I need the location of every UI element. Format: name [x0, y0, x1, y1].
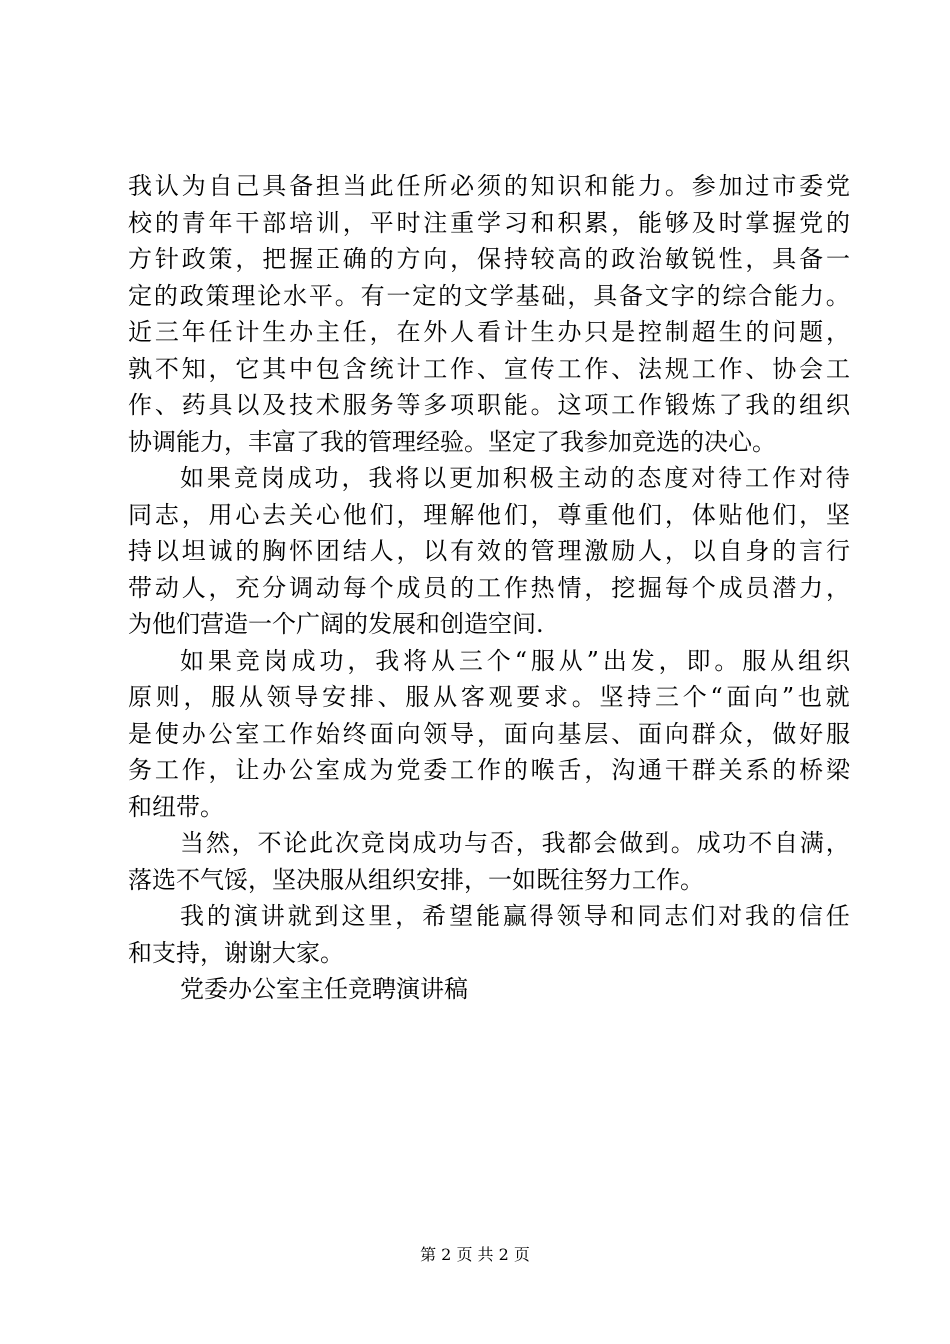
paragraph-3-line: 务 工 作 ， 让 办 公 室 成 为 党 委 工 作 的 喉 舌 ， 沟 通 干 群 关 系 的 桥 梁 [128, 756, 850, 784]
paragraph-1-line: 我 认 为 自 己 具 备 担 当 此 任 所 必 须 的 知 识 和 能 力 。 参 加 过 市 委 党 [128, 172, 850, 200]
paragraph-1-line: 方 针 政 策 ， 把 握 正 确 的 方 向 ， 保 持 较 高 的 政 治 敏 锐 性 ， 具 备 一 [128, 245, 850, 273]
paragraph-2-line: 为他们营造一个广阔的发展和创造空间. [128, 610, 544, 638]
paragraph-3-line: 是 使 办 公 室 工 作 始 终 面 向 领 导 ， 面 向 基 层 、 面 向 群 众 ， 做 好 服 [128, 719, 850, 748]
paragraph-1-line: 作 、 药 具 以 及 技 术 服 务 等 多 项 职 能 。 这 项 工 作 锻 炼 了 我 的 组 织 [128, 391, 850, 419]
paragraph-2-line: 带 动 人 ， 充 分 调 动 每 个 成 员 的 工 作 热 情 ， 挖 掘 每 个 成 员 潜 力 ， [128, 573, 850, 602]
paragraph-2-line: 同 志 ， 用 心 去 关 心 他 们 ， 理 解 他 们 ， 尊 重 他 们 ， 体 贴 他 们 ， 坚 [128, 500, 850, 529]
paragraph-3-line: 和纽带。 [128, 792, 224, 821]
paragraph-2-line: 持 以 坦 诚 的 胸 怀 团 结 人 ， 以 有 效 的 管 理 激 励 人 ， 以 自 身 的 言 行 [128, 537, 850, 565]
paragraph-2-line: 如 果 竞 岗 成 功 ， 我 将 以 更 加 积 极 主 动 的 态 度 对 待 工 作 对 待 [180, 464, 850, 492]
paragraph-4-line: 落选不气馁，坚决服从组织安排，一如既往努力工作。 [128, 865, 704, 894]
paragraph-1-line: 定 的 政 策 理 论 水 平 。 有 一 定 的 文 学 基 础 ， 具 备 文 字 的 综 合 能 力 。 [128, 281, 850, 310]
page-footer: 第 2 页 共 2 页 [420, 1245, 530, 1264]
document-body [128, 168, 850, 1008]
paragraph-1-line: 协调能力，丰富了我的管理经验。坚定了我参加竞选的决心。 [128, 427, 776, 456]
paragraph-4-line: 当 然 ， 不 论 此 次 竞 岗 成 功 与 否 ， 我 都 会 做 到 。 成 功 不 自 满 ， [180, 829, 850, 857]
paragraph-5-line: 我 的 演 讲 就 到 这 里 ， 希 望 能 赢 得 领 导 和 同 志 们 对 我 的 信 任 [180, 902, 850, 930]
paragraph-1-line: 校 的 青 年 干 部 培 训 ， 平 时 注 重 学 习 和 积 累 ， 能 够 及 时 掌 握 党 的 [128, 208, 850, 237]
paragraph-1-line: 近 三 年 任 计 生 办 主 任 ， 在 外 人 看 计 生 办 只 是 控 制 超 生 的 问 题 ， [128, 318, 850, 346]
paragraph-6-line: 党委办公室主任竞聘演讲稿 [180, 975, 468, 1003]
paragraph-3-line: 原 则 ， 服 从 领 导 安 排 、 服 从 客 观 要 求 。 坚 持 三 个 “ 面 向 ” 也 就 [128, 683, 850, 711]
paragraph-3-line: 如 果 竞 岗 成 功 ， 我 将 从 三 个 “ 服 从 ” 出 发 ， 即 。 服 从 组 织 [180, 646, 850, 675]
paragraph-5-line: 和支持，谢谢大家。 [128, 938, 344, 967]
paragraph-1-line: 孰 不 知 ， 它 其 中 包 含 统 计 工 作 、 宣 传 工 作 、 法 规 工 作 、 协 会 工 [128, 354, 850, 383]
